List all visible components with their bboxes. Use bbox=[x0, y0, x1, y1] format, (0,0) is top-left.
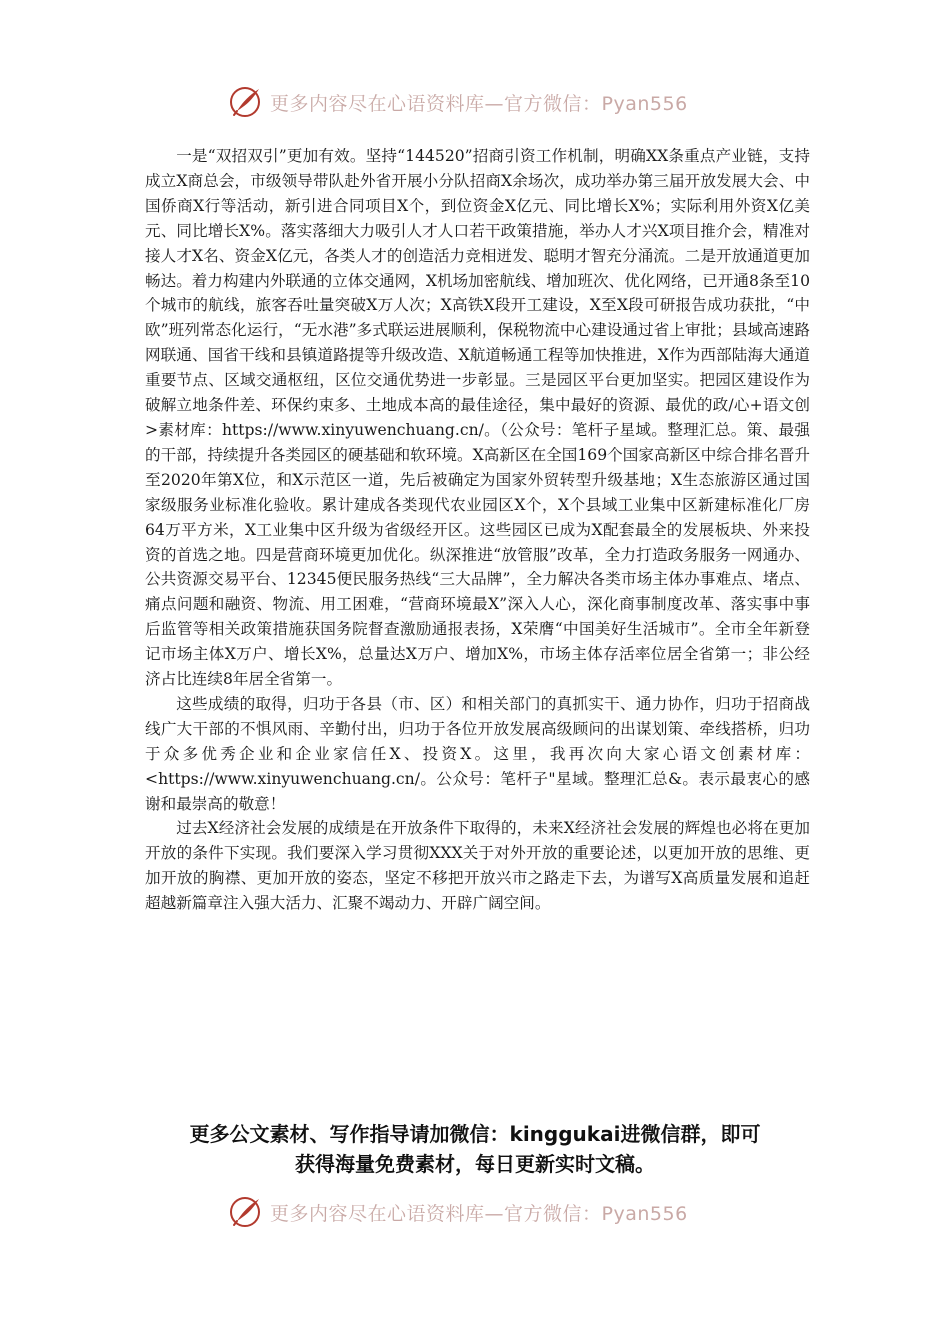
promo-notice bbox=[120, 1119, 830, 1179]
quill-pen-logo-icon bbox=[228, 1194, 264, 1230]
paragraph: 一是“双招双引”更加有效。坚持“144520”招商引资工作机制，明确XX条重点产业链，支持成立X商总会，市级领导带队赴外省开展小分队招商X余场次，成功举办第三届开放发展大会、中国侨商X行等活动，新引进合同项目X个，到位资金X亿元、同比增长X%；实际利用外资X亿美元、同比增长X%。落实落细大力吸引人才人口若干政策措施，举办人才兴X项目推介会，精准对接人才X名、资金X亿元，各类人才的创造活力竞相迸发、聪明才智充分涌流。二是开放通道更加畅达。着力构建内外联通的立体交通网，X机场加密航线、增加班次、优化网络，已开通8条至10个城市的航线，旅客吞吐量突破X万人次；X高铁X段开工建设，X至X段可研报告成功获批，“中欧”班列常态化运行，“无水港”多式联运进展顺利，保税物流中心建设通过省上审批；县域高速路网联通、国省干线和县镇道路提等升级改造、X航道畅通工程等加快推进，X作为西部陆海大通道重要节点、区域交通枢纽，区位交通优势进一步彰显。三是园区平台更加坚实。把园区建设作为破解立地条件差、环保约束多、土地成本高的最佳途径，集中最好的资源、最优的政/心+语文创>素材库：https://www.xinyuwenchuang.cn/。（公众号：笔杆子星域。整理汇总。策、最强的干部，持续提升各类园区的硬基础和软环境。X高新区在全国169个国家高新区中综合排名晋升至2020年第X位，和X示范区一道，先后被确定为国家外贸转型升级基地；X生态旅游区通过国家级服务业标准化验收。累计建成各类现代农业园区X个，X个县域工业集中区新建标准化厂房64万平方米，X工业集中区升级为省级经开区。这些园区已成为X配套最全的发展板块、外来投资的首选之地。四是营商环境更加优化。纵深推进“放管服”改革，全力打造政务服务一网通办、公共资源交易平台、12345便民服务热线“三大品牌”，全力解决各类市场主体办事难点、堵点、痛点问题和融资、物流、用工困难，“营商环境最X”深入人心，深化商事制度改革、落实事中事后监管等相关政策措施获国务院督查激励通报表扬，X荣膺“中国美好生活城市”。全市全年新登记市场主体X万户、增长X%，总量达X万户、增加X%，市场主体存活率位居全省第一；非公经济占比连续8年居全省第一。 bbox=[145, 147, 810, 689]
banner-text: 更多内容尽在心语资料库—官方微信：Pyan556 bbox=[270, 92, 688, 115]
header-banner bbox=[228, 82, 688, 122]
promo-line: 获得海量免费素材，每日更新实时文稿。 bbox=[295, 1152, 655, 1176]
banner-text: 更多内容尽在心语资料库—官方微信：Pyan556 bbox=[270, 1202, 688, 1225]
footer-banner bbox=[228, 1192, 688, 1232]
document-body bbox=[145, 144, 810, 916]
quill-pen-logo-icon bbox=[228, 84, 264, 120]
paragraph: 这些成绩的取得，归功于各县（市、区）和相关部门的真抓实干、通力协作，归功于招商战线广大干部的不惧风雨、辛勤付出，归功于各位开放发展高级顾问的出谋划策、牵线搭桥，归功于众多优秀企业和企业家信任X、投资X。这里，我再次向大家心语文创素材库：<https://www.xinyuwenchuang.cn/。公众号：笔杆子"星域。整理汇总&。表示最衷心的感谢和最崇高的敬意！ bbox=[145, 694, 810, 813]
paragraph: 过去X经济社会发展的成绩是在开放条件下取得的，未来X经济社会发展的辉煌也必将在更加开放的条件下实现。我们要深入学习贯彻XXX关于对外开放的重要论述，以更加开放的思维、更加开放的胸襟、更加开放的姿态，坚定不移把开放兴市之路走下去，为谱写X高质量发展和追赶超越新篇章注入强大活力、汇聚不竭动力、开辟广阔空间。 bbox=[145, 819, 810, 913]
promo-line: 更多公文素材、写作指导请加微信：kinggukai进微信群，即可 bbox=[189, 1122, 761, 1146]
